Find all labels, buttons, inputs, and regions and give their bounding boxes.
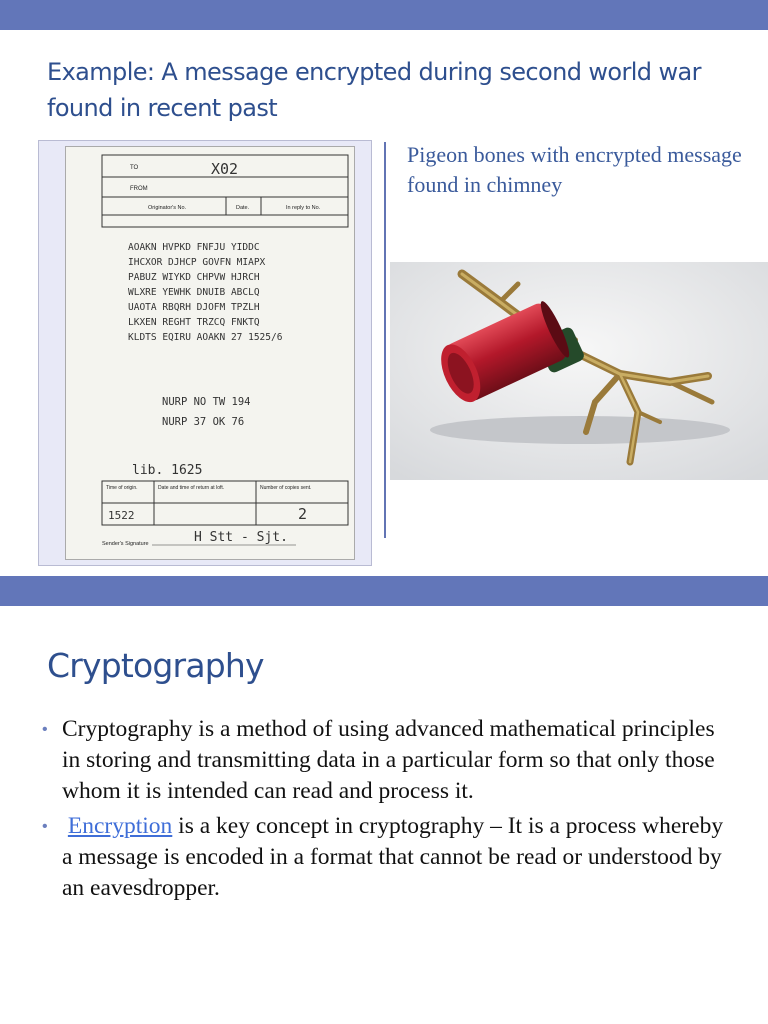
pigeon-bones-image	[390, 262, 768, 480]
code-line: NURP NO TW 194	[162, 396, 251, 408]
code-row: IHCXOR DJHCP GOVFN MIAPX	[128, 257, 266, 268]
message-form-drawing	[66, 147, 354, 559]
sender-value: H Stt - Sjt.	[194, 530, 288, 545]
bullet-dot-icon: •	[42, 721, 48, 738]
encryption-link[interactable]: Encryption	[67, 813, 173, 839]
originator-label: Originator's No.	[148, 205, 187, 211]
code-row: AOAKN HVPKD FNFJU YIDDC	[128, 242, 260, 253]
bullet-item	[40, 714, 730, 807]
lib-note: lib. 1625	[132, 463, 203, 478]
code-line: NURP 37 OK 76	[162, 416, 245, 428]
slide1-title: Example: A message encrypted during second world war found in recent past	[47, 58, 701, 122]
copies-value: 2	[298, 505, 308, 523]
code-row: WLXRE YEWHK DNUIB ABCLQ	[128, 287, 260, 298]
bullet-list	[40, 714, 730, 908]
pigeon-bones-photo	[390, 262, 768, 480]
reply-label: In reply to No.	[286, 205, 321, 211]
image-caption: Pigeon bones with encrypted message found in chimney	[407, 142, 742, 197]
column-divider	[384, 142, 386, 538]
to-label: TO	[130, 165, 139, 171]
bullet-item	[40, 811, 730, 904]
encrypted-message-image	[38, 140, 372, 566]
from-label: FROM	[130, 186, 148, 192]
top-accent-bar	[0, 0, 768, 30]
message-form	[65, 146, 355, 560]
to-value: X02	[211, 160, 239, 178]
bullet-text: is a key concept in cryptography – It is a process whereby a message is encoded in a format that cannot be read or understood by an eavesdropper.	[62, 813, 724, 901]
code-row: UAOTA RBQRH DJOFM TPZLH	[128, 302, 260, 313]
code-row: LKXEN REGHT TRZCQ FNKTQ	[128, 317, 260, 328]
time-origin-label: Time of origin.	[106, 485, 138, 491]
return-label: Date and time of return at loft.	[158, 485, 225, 491]
date-label: Date.	[236, 205, 250, 211]
bullet-text: Cryptography is a method of using advanced mathematical principles in storing and transmitting data in a particular form so that only those whom it is intended can read and process it.	[62, 716, 715, 804]
slide2-title: Cryptography	[47, 646, 264, 685]
bullet-dot-icon: •	[42, 818, 48, 835]
copies-label: Number of copies sent.	[260, 485, 312, 491]
section-divider-bar	[0, 576, 768, 606]
time-origin-value: 1522	[108, 509, 135, 522]
code-row: KLDTS EQIRU AOAKN 27 1525/6	[128, 332, 283, 343]
sender-label: Sender's Signature	[102, 541, 149, 547]
code-row: PABUZ WIYKD CHPVW HJRCH	[128, 272, 260, 283]
